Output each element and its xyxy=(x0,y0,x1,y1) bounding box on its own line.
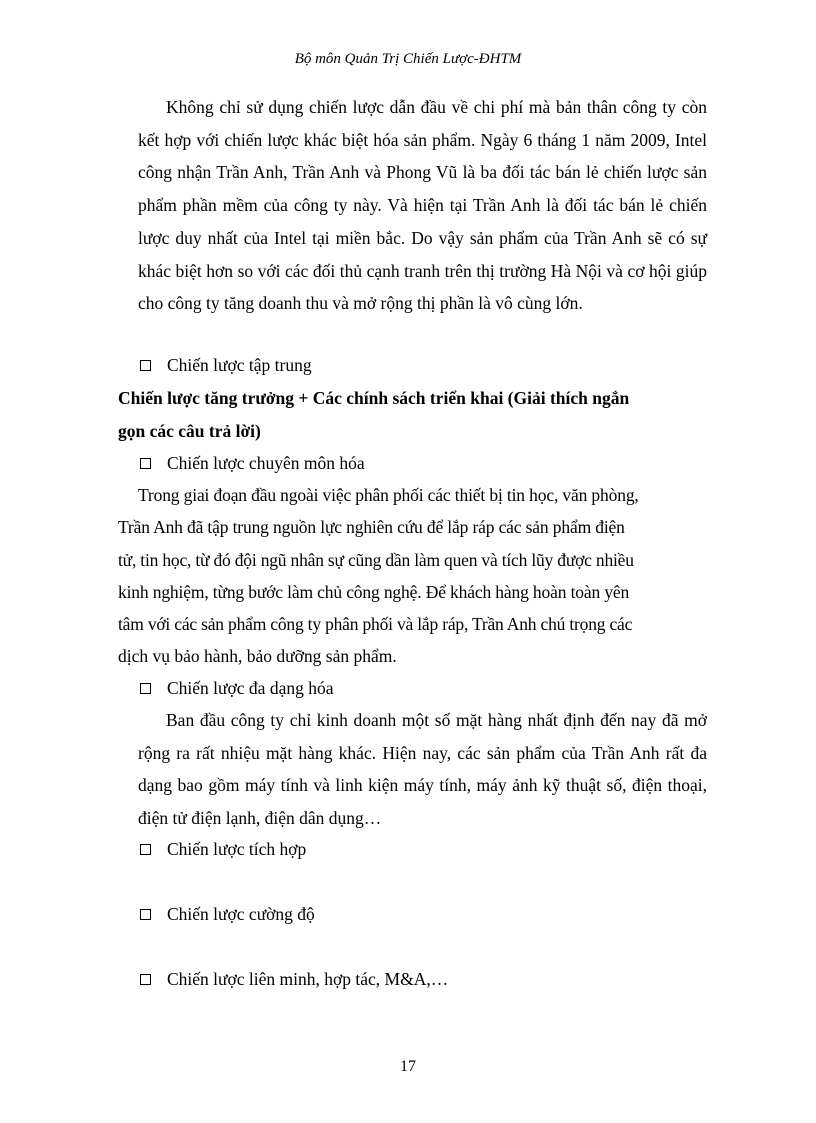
bullet-focus-strategy xyxy=(140,354,312,376)
checkbox-icon xyxy=(140,844,151,855)
bullet-intensive-strategy xyxy=(140,903,315,925)
bullet-label: Chiến lược tích hợp xyxy=(167,839,307,859)
section-heading-line-1: Chiến lược tăng trưởng + Các chính sách triển khai (Giải thích ngắn xyxy=(118,388,630,408)
page-header: Bộ môn Quản Trị Chiến Lược-ĐHTM xyxy=(294,51,522,67)
specialization-text-line: Trần Anh đã tập trung nguồn lực nghiên cứu để lắp ráp các sản phẩm điện xyxy=(118,517,625,537)
specialization-text-line: tử, tin học, từ đó đội ngũ nhân sự cũng dần làm quen và tích lũy được nhiều xyxy=(118,550,634,570)
bullet-label: Chiến lược cường độ xyxy=(167,904,315,924)
page-number: 17 xyxy=(400,1058,416,1075)
bullet-label: Chiến lược liên minh, hợp tác, M&A,… xyxy=(167,969,449,989)
checkbox-icon xyxy=(140,909,151,920)
bullet-label: Chiến lược đa dạng hóa xyxy=(167,678,334,698)
section-heading-line-2: gọn các câu trả lời) xyxy=(118,421,261,441)
paragraph-differentiation: Không chỉ sử dụng chiến lược dẫn đầu về chi phí mà bản thân công ty còn kết hợp với chiến lược khác biệt hóa sản phẩm. Ngày 6 tháng 1 năm 2009, Intel công nhận Trần Anh, Trần Anh và Phong Vũ là ba đối tác bán lẻ chiến lược sản phẩm phần mềm của công ty này. Và hiện tại Trần Anh là đối tác bán lẻ chiến lược duy nhất của Intel tại miền bắc. Do vậy sản phẩm của Trần Anh sẽ có sự khác biệt hơn so với các đối thủ cạnh tranh trên thị trường Hà Nội và cơ hội giúp cho công ty tăng doanh thu và mở rộng thị phần là vô cùng lớn. xyxy=(138,97,707,314)
specialization-text-line: kinh nghiệm, từng bước làm chủ công nghệ. Để khách hàng hoàn toàn yên xyxy=(118,582,630,602)
bullet-label: Chiến lược chuyên môn hóa xyxy=(167,453,365,473)
bullet-specialization-strategy xyxy=(140,452,365,474)
bullet-diversification-strategy xyxy=(140,677,333,699)
checkbox-icon xyxy=(140,458,151,469)
checkbox-icon xyxy=(140,683,151,694)
specialization-text-line: tâm với các sản phẩm công ty phân phối và lắp ráp, Trần Anh chú trọng các xyxy=(118,614,633,634)
specialization-text-line: Trong giai đoạn đầu ngoài việc phân phối các thiết bị tin học, văn phòng, xyxy=(138,485,639,505)
checkbox-icon xyxy=(140,360,151,371)
paragraph-diversification: Ban đầu công ty chỉ kinh doanh một số mặt hàng nhất định đến nay đã mở rộng ra rất nhiệu mặt hàng khác. Hiện nay, các sản phẩm của Trần Anh rất đa dạng bao gồm máy tính và linh kiện máy tính, máy ảnh kỹ thuật số, điện thoại, điện tử điện lạnh, điện dân dụng… xyxy=(138,710,707,829)
bullet-integration-strategy xyxy=(140,838,306,860)
bullet-alliance-strategy xyxy=(140,968,448,990)
specialization-text-line: dịch vụ bảo hành, bảo dưỡng sản phẩm. xyxy=(118,646,397,666)
bullet-label: Chiến lược tập trung xyxy=(167,355,312,375)
checkbox-icon xyxy=(140,974,151,985)
